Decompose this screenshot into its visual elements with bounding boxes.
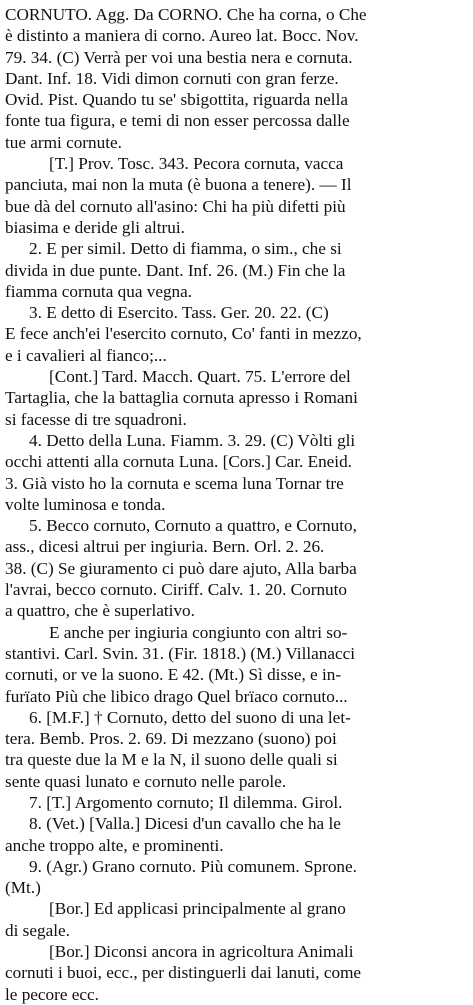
text-line: [Bor.] Ed applicasi principalmente al grano [49, 899, 346, 919]
text-line: tue armi cornute. [5, 132, 122, 152]
text-line: biasima e deride gli altrui. [5, 217, 185, 237]
text-line: fonte tua figura, e temi di non esser percossa dalle [5, 111, 350, 131]
text-line: 9. (Agr.) Grano cornuto. Più comunem. Sprone. [29, 856, 357, 876]
text-line: 7. [T.] Argomento cornuto; Il dilemma. Girol. [29, 792, 343, 812]
text-line: Dant. Inf. 18. Vidi dimon cornuti con gran ferze. [5, 68, 339, 88]
text-line: tra queste due la M e la N, il suono delle quali si [5, 750, 338, 770]
text-line: 3. Già visto ho la cornuta e scema luna Tornar tre [5, 473, 344, 493]
text-line: divida in due punte. Dant. Inf. 26. (M.) Fin che la [5, 260, 346, 280]
text-line: occhi attenti alla cornuta Luna. [Cors.] Car. Eneid. [5, 452, 352, 472]
text-line: fiamma cornuta qua vegna. [5, 281, 193, 301]
text-line: ass., dicesi altrui per ingiuria. Bern. Orl. 2. 26. [5, 537, 325, 557]
text-line: (Mt.) [5, 878, 41, 898]
text-line: volte luminosa e tonda. [5, 494, 166, 514]
text-line: 5. Becco cornuto, Cornuto a quattro, e Cornuto, [29, 516, 357, 536]
text-line: 38. (C) Se giuramento ci può dare ajuto, Alla barba [5, 558, 357, 578]
text-line: tera. Bemb. Pros. 2. 69. Di mezzano (suono) poi [5, 729, 337, 749]
text-line: si facesse di tre squadroni. [5, 409, 187, 429]
text-line: le pecore ecc. [5, 984, 99, 1004]
text-line: stantivi. Carl. Svin. 31. (Fir. 1818.) (M.) Villanacci [5, 643, 356, 663]
text-line: [Bor.] Diconsi ancora in agricoltura Animali [49, 942, 354, 962]
text-line: anche troppo alte, e prominenti. [5, 835, 224, 855]
text-line: è distinto a maniera di corno. Aureo lat. Bocc. Nov. [5, 26, 359, 46]
text-line: CORNUTO. Agg. Da CORNO. Che ha corna, o Che [5, 5, 367, 24]
text-line: di segale. [5, 920, 70, 940]
text-line: l'avrai, becco cornuto. Ciriff. Calv. 1. 20. Cornuto [5, 580, 347, 600]
text-line: 4. Detto della Luna. Fiamm. 3. 29. (C) Vòlti gli [29, 430, 356, 450]
text-line: e i cavalieri al fianco;... [5, 345, 167, 365]
text-line: 3. E detto di Esercito. Tass. Ger. 20. 22. (C) [29, 303, 329, 323]
text-line: E fece anch'ei l'esercito cornuto, Co' fanti in mezzo, [5, 324, 362, 344]
text-line: [T.] Prov. Tosc. 343. Pecora cornuta, vacca [49, 154, 344, 174]
text-line: Ovid. Pist. Quando tu se' sbigottita, riguarda nella [5, 90, 348, 110]
text-line: bue dà del cornuto all'asino: Chi ha più difetti più [5, 196, 346, 216]
text-line: panciuta, mai non la muta (è buona a tenere). — Il [5, 175, 352, 195]
text-line: cornuti, or ve la suono. E 42. (Mt.) Sì disse, e in- [5, 665, 342, 685]
text-line: cornuti i buoi, ecc., per distinguerli dai lanuti, come [5, 963, 362, 983]
text-line: Tartaglia, che la battaglia cornuta apresso i Romani [5, 388, 358, 408]
text-line: furïato Più che libico drago Quel brïaco cornuto... [5, 686, 348, 706]
text-line: 8. (Vet.) [Valla.] Dicesi d'un cavallo che ha le [29, 814, 341, 834]
text-line: 79. 34. (C) Verrà per voi una bestia nera e cornuta. [5, 47, 353, 67]
text-line: sente quasi lunato e cornuto nelle parole. [5, 771, 287, 791]
text-line: 6. [M.F.] † Cornuto, detto del suono di una let- [29, 707, 351, 727]
text-line: E anche per ingiuria congiunto con altri so- [49, 622, 348, 642]
text-line: 2. E per simil. Detto di fiamma, o sim., che si [29, 239, 342, 259]
text-line: [Cont.] Tard. Macch. Quart. 75. L'errore del [49, 367, 351, 387]
text-line: a quattro, che è superlativo. [5, 601, 195, 621]
